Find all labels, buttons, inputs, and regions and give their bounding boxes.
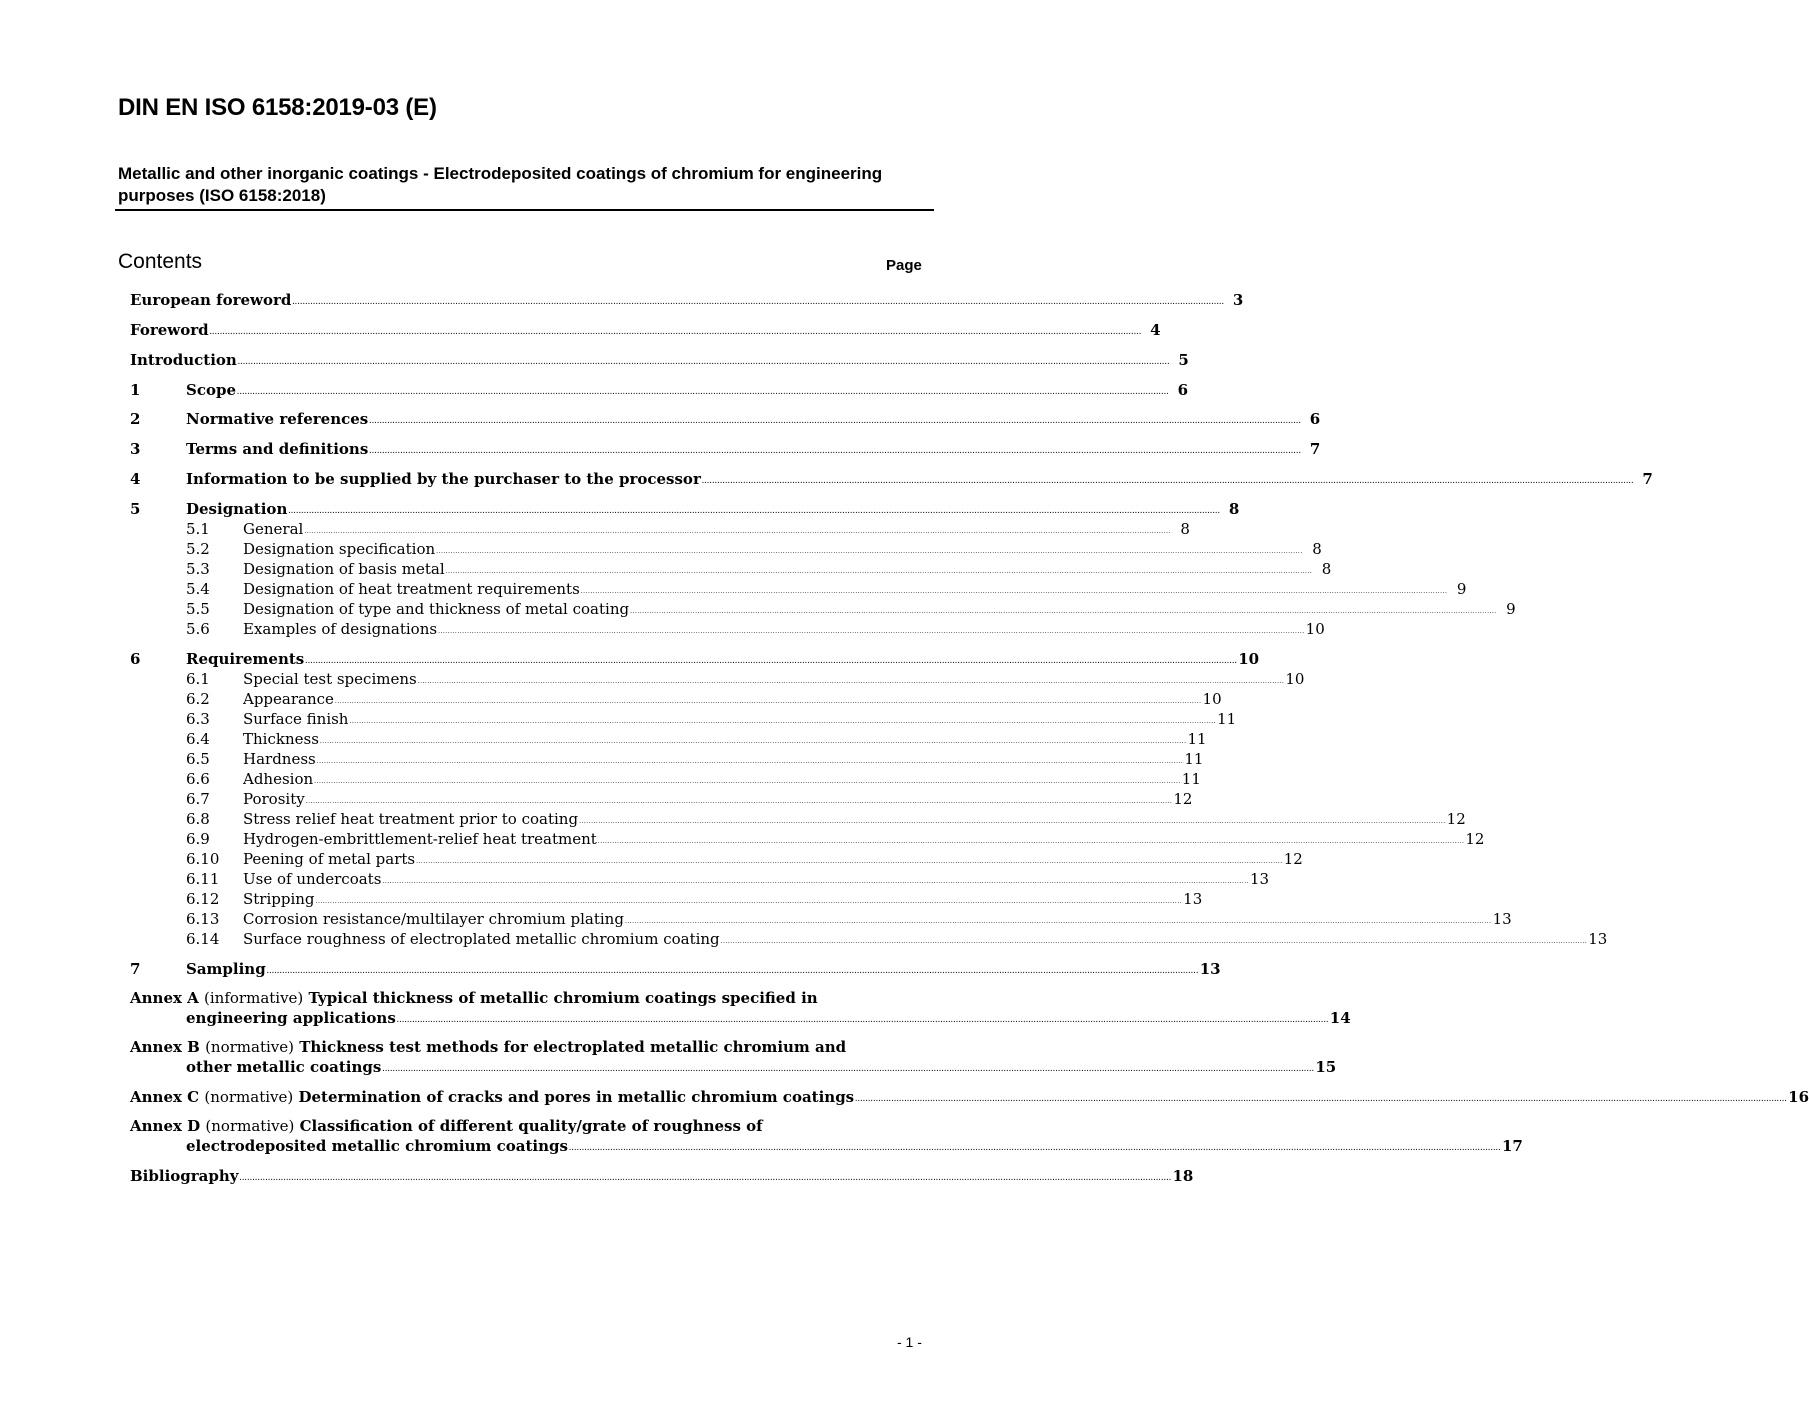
dot-leader: ........................................................................................................................................................................................................................................................................................................................................................................ [305,798,1173,805]
toc-entry-number: 6 [130,650,141,668]
annex-type: (normative) [205,1038,294,1056]
toc-entry-2[interactable] [130,409,1321,429]
toc-entry-page: 13 [1492,910,1512,928]
toc-entry-number: 6.10 [186,850,220,868]
dot-leader: ........................................................................................................................................................................................................................................................................................................................................................................ [237,389,1170,396]
toc-entry-6-11[interactable] [130,869,1270,889]
toc-entry-title: Bibliography [130,1167,239,1185]
annex-label: Annex B [130,1038,200,1056]
title-divider [115,209,934,211]
toc-entry-number: 1 [130,381,141,399]
toc-entry-6-5[interactable] [130,749,1204,769]
dot-leader: ........................................................................................................................................................................................................................................................................................................................................................................ [436,548,1303,555]
dot-leader: ........................................................................................................................................................................................................................................................................................................................................................................ [580,588,1448,595]
toc-entry-page: 8 [1321,560,1332,578]
toc-entry-6-2[interactable] [130,689,1222,709]
dot-leader: ........................................................................................................................................................................................................................................................................................................................................................................ [315,898,1183,905]
toc-entry-number: 5.1 [186,520,210,538]
toc-entry-title: Scope [186,381,237,399]
toc-entry-title: Hydrogen-embrittlement-relief heat treatment [243,830,597,848]
toc-entry-6[interactable] [130,649,1260,669]
toc-entry-number: 6.4 [186,730,210,748]
dot-leader: ........................................................................................................................................................................................................................................................................................................................................................................ [314,778,1181,785]
toc-entry-number: 6.13 [186,910,220,928]
annex-label: Annex C [130,1088,200,1106]
toc-entry-7[interactable] [130,959,1221,979]
annex-title-line1: Thickness test methods for electroplated metallic chromium and [299,1038,847,1056]
toc-entry-title: Foreword [130,321,209,339]
toc-entry-page: 13 [1199,960,1221,978]
toc-entry-number: 7 [130,960,141,978]
dot-leader: ........................................................................................................................................................................................................................................................................................................................................................................ [417,678,1285,685]
toc-entry-page: 12 [1173,790,1193,808]
dot-leader: ........................................................................................................................................................................................................................................................................................................................................................................ [624,918,1492,925]
dot-leader: ........................................................................................................................................................................................................................................................................................................................................................................ [720,938,1588,945]
toc-entry-6-7[interactable] [130,789,1193,809]
toc-entry-title: Sampling [186,960,266,978]
toc-entry-number: 3 [130,440,141,458]
toc-entry-5[interactable] [130,499,1240,519]
toc-entry-page: 10 [1238,650,1260,668]
dot-leader: ........................................................................................................................................................................................................................................................................................................................................................................ [701,478,1634,485]
toc-entry-6-1[interactable] [130,669,1305,689]
toc-entry-title: Adhesion [243,770,314,788]
dot-leader: ........................................................................................................................................................................................................................................................................................................................................................................ [305,658,1238,665]
dot-leader: ........................................................................................................................................................................................................................................................................................................................................................................ [568,1145,1501,1152]
toc-entry-page: 11 [1217,710,1237,728]
dot-leader: ........................................................................................................................................................................................................................................................................................................................................................................ [349,718,1217,725]
toc-entry-page: 5 [1178,351,1189,369]
toc-entry-number: 5.2 [186,540,210,558]
toc-entry-number: 6.2 [186,690,210,708]
toc-entry-annex-c[interactable] [130,1087,1809,1107]
toc-entry-title: Special test specimens [243,670,417,688]
toc-entry-title: Hardness [243,750,316,768]
page-column-label: Page [886,257,922,274]
toc-entry-title: Information to be supplied by the purchaser to the processor [186,470,701,488]
dot-leader: ........................................................................................................................................................................................................................................................................................................................................................................ [630,608,1497,615]
toc-entry-number: 4 [130,470,141,488]
toc-entry-title: Corrosion resistance/multilayer chromium plating [243,910,624,928]
toc-entry-number: 6.3 [186,710,210,728]
dot-leader: ........................................................................................................................................................................................................................................................................................................................................................................ [292,299,1225,306]
toc-entry-page: 12 [1465,830,1485,848]
toc-entry-page: 8 [1228,500,1240,518]
toc-entry-number: 6.6 [186,770,210,788]
toc-entry-page: 9 [1506,600,1516,618]
toc-entry-title: Terms and definitions [186,440,369,458]
toc-entry-number: 6.5 [186,750,210,768]
annex-title-line1: Classification of different quality/grate of roughness of [299,1117,763,1135]
annex-type: (normative) [204,1088,294,1106]
toc-entry-title: Appearance [243,690,334,708]
annex-continuation-line [130,1008,1351,1028]
dot-leader: ........................................................................................................................................................................................................................................................................................................................................................................ [316,758,1184,765]
toc-entry-number: 2 [130,410,141,428]
toc-entry-6-10[interactable] [130,849,1303,869]
dot-leader: ........................................................................................................................................................................................................................................................................................................................................................................ [382,878,1250,885]
toc-entry-6-8[interactable] [130,809,1466,829]
toc-entry-title: Designation specification [243,540,436,558]
dot-leader: ........................................................................................................................................................................................................................................................................................................................................................................ [369,448,1302,455]
toc-entry-page: 3 [1232,291,1244,309]
toc-entry-6-6[interactable] [130,769,1201,789]
dot-leader: ........................................................................................................................................................................................................................................................................................................................................................................ [266,968,1199,975]
toc-entry-6-12[interactable] [130,889,1203,909]
annex-continuation-line [130,1057,1337,1077]
toc-entry-page: 13 [1183,890,1203,908]
toc-entry-page: 10 [1202,690,1222,708]
toc-entry-introduction[interactable] [130,350,1189,370]
toc-entry-page: 12 [1283,850,1303,868]
toc-entry-title: Designation of type and thickness of metal coating [243,600,630,618]
toc-entry-number: 6.7 [186,790,210,808]
toc-entry-page: 4 [1150,321,1161,339]
toc-entry-page: 16 [1788,1088,1809,1106]
annex-heading-line [130,988,943,1008]
toc-entry-number: 6.11 [186,870,220,888]
toc-entry-number: 6.1 [186,670,210,688]
toc-entry-5-1[interactable] [130,519,1190,539]
toc-entry-5-4[interactable] [130,579,1467,599]
toc-entry-page: 7 [1309,440,1321,458]
toc-entry-title: Introduction [130,351,237,369]
toc-entry-number: 6.9 [186,830,210,848]
toc-entry-page: 11 [1184,750,1204,768]
dot-leader: ........................................................................................................................................................................................................................................................................................................................................................................ [288,508,1221,515]
toc-entry-page: 10 [1285,670,1305,688]
toc-entry-page: 7 [1642,470,1653,488]
dot-leader: ........................................................................................................................................................................................................................................................................................................................................................................ [579,818,1446,825]
annex-heading-line [130,1116,943,1136]
toc-entry-number: 6.8 [186,810,210,828]
toc-entry-number: 5.4 [186,580,210,598]
toc-entry-title: Designation [186,500,288,518]
toc-entry-title: Surface finish [243,710,349,728]
annex-title-line2: other metallic coatings [186,1058,382,1076]
dot-leader: ........................................................................................................................................................................................................................................................................................................................................................................ [445,568,1313,575]
toc-entry-page: 15 [1315,1058,1337,1076]
annex-title: Determination of cracks and pores in metallic chromium coatings [298,1088,855,1106]
annex-title-line2: electrodeposited metallic chromium coatings [186,1137,568,1155]
toc-entry-number: 6.14 [186,930,220,948]
toc-entry-page: 18 [1172,1167,1194,1185]
dot-leader: ........................................................................................................................................................................................................................................................................................................................................................................ [334,698,1202,705]
dot-leader: ........................................................................................................................................................................................................................................................................................................................................................................ [239,1175,1172,1182]
toc-entry-6-13[interactable] [130,909,1512,929]
annex-heading-line [130,1037,943,1057]
toc-entry-page: 8 [1180,520,1190,538]
toc-entry-page: 13 [1250,870,1270,888]
toc-entry-title: Stress relief heat treatment prior to coating [243,810,579,828]
toc-entry-title: European foreword [130,291,292,309]
toc-entry-title: Stripping [243,890,315,908]
toc-entry-annex-b[interactable] [130,1037,1337,1077]
dot-leader: ........................................................................................................................................................................................................................................................................................................................................................................ [855,1096,1788,1103]
toc-entry-1[interactable] [130,380,1189,400]
dot-leader: ........................................................................................................................................................................................................................................................................................................................................................................ [438,628,1305,635]
toc-entry-title: Requirements [186,650,305,668]
annex-title-line2: engineering applications [186,1009,396,1027]
dot-leader: ........................................................................................................................................................................................................................................................................................................................................................................ [382,1066,1315,1073]
dot-leader: ........................................................................................................................................................................................................................................................................................................................................................................ [304,528,1171,535]
toc-entry-4[interactable] [130,469,1653,489]
toc-entry-page: 8 [1312,540,1322,558]
toc-entry-title: Examples of designations [243,620,438,638]
page-number: - 1 - [897,1334,922,1350]
toc-entry-page: 14 [1329,1009,1351,1027]
annex-type: (informative) [204,989,304,1007]
toc-entry-title: Thickness [243,730,319,748]
toc-entry-6-3[interactable] [130,709,1237,729]
annex-continuation-line [130,1136,1523,1156]
toc-entry-title: General [243,520,304,538]
document-subtitle: Metallic and other inorganic coatings - Electrodeposited coatings of chromium for engineering purposes (ISO 6158:2018) [118,164,883,205]
toc-entry-page: 6 [1309,410,1321,428]
toc-entry-european-foreword[interactable] [130,290,1244,310]
toc-entry-6-4[interactable] [130,729,1207,749]
annex-heading-line [130,1087,854,1107]
document-title: DIN EN ISO 6158:2019-03 (E) [118,94,437,121]
toc-entry-6-14[interactable] [130,929,1608,949]
toc-entry-number: 5.3 [186,560,210,578]
toc-entry-5-2[interactable] [130,539,1322,559]
toc-entry-annex-a[interactable] [130,988,1351,1028]
table-of-contents [130,290,1809,1186]
annex-label: Annex D [130,1117,201,1135]
dot-leader: ........................................................................................................................................................................................................................................................................................................................................................................ [396,1017,1329,1024]
toc-entry-title: Surface roughness of electroplated metallic chromium coating [243,930,720,948]
toc-entry-title: Normative references [186,410,369,428]
annex-label: Annex A [130,989,199,1007]
toc-entry-number: 5.6 [186,620,210,638]
toc-entry-5-5[interactable] [130,599,1516,619]
toc-entry-page: 11 [1187,730,1207,748]
toc-entry-6-9[interactable] [130,829,1485,849]
toc-entry-annex-d[interactable] [130,1116,1523,1156]
toc-entry-title: Designation of heat treatment requirements [243,580,580,598]
toc-entry-number: 6.12 [186,890,220,908]
toc-entry-number: 5 [130,500,141,518]
toc-entry-page: 11 [1181,770,1201,788]
toc-entry-title: Designation of basis metal [243,560,445,578]
dot-leader: ........................................................................................................................................................................................................................................................................................................................................................................ [597,838,1465,845]
dot-leader: ........................................................................................................................................................................................................................................................................................................................................................................ [319,738,1187,745]
toc-entry-5-6[interactable] [130,619,1325,639]
toc-entry-title: Porosity [243,790,305,808]
contents-heading: Contents [118,250,203,273]
dot-leader: ........................................................................................................................................................................................................................................................................................................................................................................ [209,329,1142,336]
annex-type: (normative) [205,1117,295,1135]
annex-title-line1: Typical thickness of metallic chromium coatings specified in [308,989,818,1007]
toc-entry-page: 13 [1588,930,1608,948]
toc-entry-title: Use of undercoats [243,870,382,888]
toc-entry-page: 9 [1456,580,1467,598]
toc-entry-page: 6 [1177,381,1189,399]
toc-entry-page: 10 [1305,620,1325,638]
toc-entry-5-3[interactable] [130,559,1332,579]
toc-entry-3[interactable] [130,439,1321,459]
toc-entry-title: Peening of metal parts [243,850,416,868]
toc-entry-page: 17 [1501,1137,1523,1155]
toc-entry-page: 12 [1446,810,1466,828]
toc-entry-foreword[interactable] [130,320,1161,340]
toc-entry-bibliography[interactable] [130,1166,1194,1186]
dot-leader: ........................................................................................................................................................................................................................................................................................................................................................................ [416,858,1283,865]
toc-entry-number: 5.5 [186,600,210,618]
dot-leader: ........................................................................................................................................................................................................................................................................................................................................................................ [369,418,1302,425]
dot-leader: ........................................................................................................................................................................................................................................................................................................................................................................ [237,359,1170,366]
